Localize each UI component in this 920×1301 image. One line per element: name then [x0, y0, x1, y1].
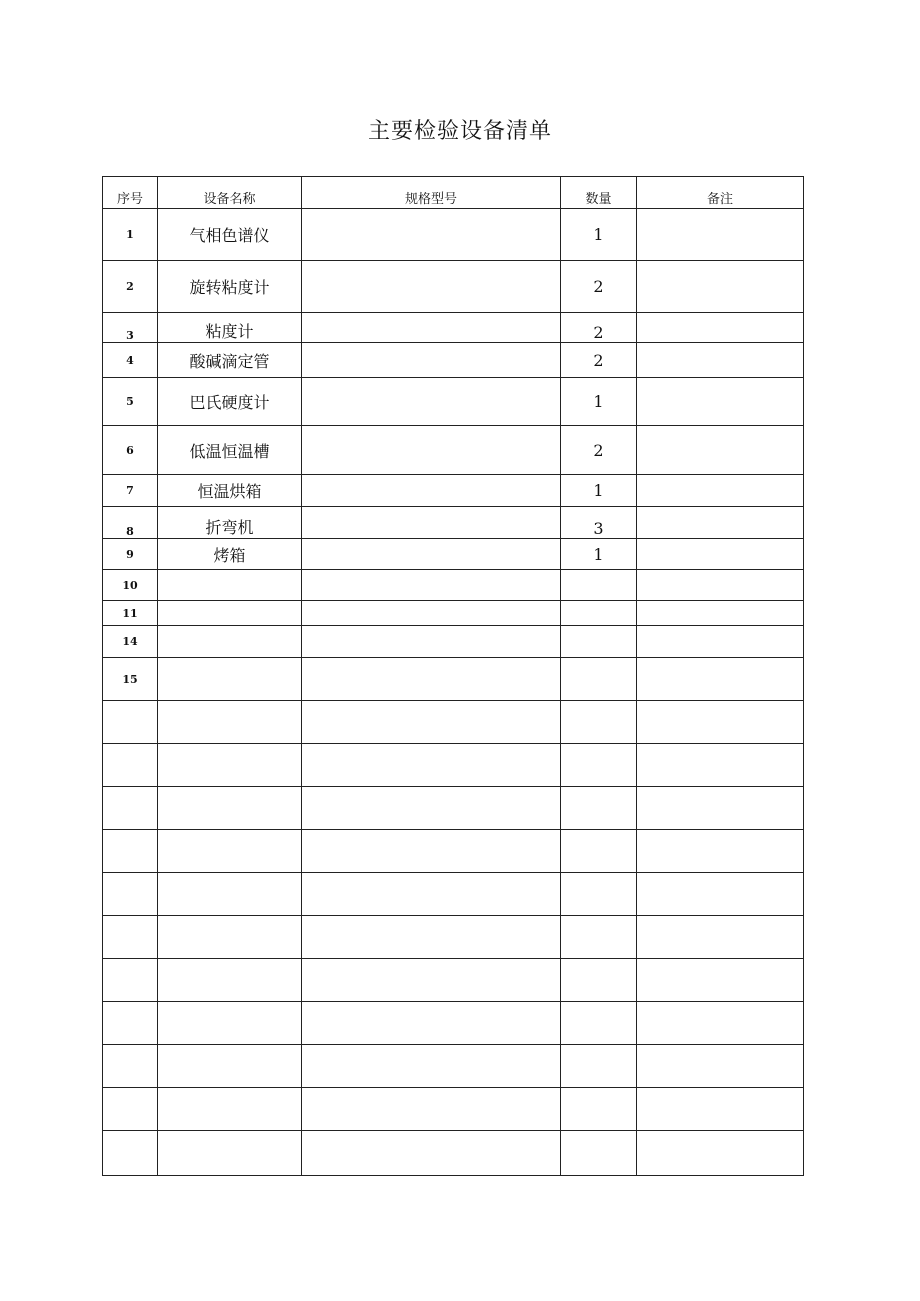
table-row	[103, 1088, 804, 1131]
row-number-cell	[103, 1131, 158, 1176]
table-row	[103, 426, 804, 475]
quantity-cell	[561, 873, 637, 916]
remarks-cell	[637, 916, 804, 959]
equipment-name-cell	[158, 658, 302, 701]
remarks-cell	[637, 378, 804, 426]
equipment-name-cell: 低温恒温槽	[158, 426, 302, 475]
remarks-cell	[637, 426, 804, 475]
equipment-name-cell: 折弯机	[158, 507, 302, 539]
table-row	[103, 626, 804, 658]
remarks-cell	[637, 701, 804, 744]
table-body	[103, 209, 804, 1176]
header-spec: 规格型号	[302, 177, 561, 209]
remarks-cell	[637, 1131, 804, 1176]
remarks-cell	[637, 744, 804, 787]
quantity-cell: 2	[561, 261, 637, 313]
equipment-name-cell	[158, 1131, 302, 1176]
row-number-cell: 15	[103, 658, 158, 701]
table-row	[103, 1002, 804, 1045]
remarks-cell	[637, 1045, 804, 1088]
equipment-name-cell: 恒温烘箱	[158, 475, 302, 507]
row-number-cell	[103, 1088, 158, 1131]
remarks-cell	[637, 601, 804, 626]
row-number-cell	[103, 959, 158, 1002]
spec-model-cell	[302, 959, 561, 1002]
quantity-cell	[561, 1131, 637, 1176]
table-row	[103, 658, 804, 701]
remarks-cell	[637, 1088, 804, 1131]
remarks-cell	[637, 658, 804, 701]
row-number-cell: 8	[103, 507, 158, 539]
quantity-cell	[561, 1002, 637, 1045]
quantity-cell	[561, 830, 637, 873]
table-row	[103, 539, 804, 570]
quantity-cell	[561, 916, 637, 959]
remarks-cell	[637, 626, 804, 658]
row-number-cell: 10	[103, 570, 158, 601]
quantity-cell: 1	[561, 209, 637, 261]
table-row	[103, 475, 804, 507]
spec-model-cell	[302, 570, 561, 601]
spec-model-cell	[302, 426, 561, 475]
table-row	[103, 209, 804, 261]
row-number-cell: 11	[103, 601, 158, 626]
quantity-cell: 1	[561, 539, 637, 570]
quantity-cell	[561, 658, 637, 701]
equipment-table	[102, 176, 804, 1176]
equipment-name-cell	[158, 916, 302, 959]
spec-model-cell	[302, 744, 561, 787]
quantity-cell: 1	[561, 378, 637, 426]
spec-model-cell	[302, 873, 561, 916]
equipment-name-cell: 烤箱	[158, 539, 302, 570]
equipment-name-cell	[158, 626, 302, 658]
equipment-name-cell	[158, 1088, 302, 1131]
remarks-cell	[637, 261, 804, 313]
row-number-cell: 7	[103, 475, 158, 507]
spec-model-cell	[302, 209, 561, 261]
row-number-cell	[103, 787, 158, 830]
row-number-cell	[103, 701, 158, 744]
equipment-name-cell	[158, 959, 302, 1002]
spec-model-cell	[302, 378, 561, 426]
equipment-name-cell: 气相色谱仪	[158, 209, 302, 261]
quantity-cell: 2	[561, 426, 637, 475]
table-row	[103, 1131, 804, 1176]
table-row	[103, 959, 804, 1002]
spec-model-cell	[302, 1131, 561, 1176]
header-qty: 数量	[561, 177, 637, 209]
quantity-cell: 2	[561, 313, 637, 343]
equipment-name-cell: 巴氏硬度计	[158, 378, 302, 426]
spec-model-cell	[302, 1045, 561, 1088]
header-note: 备注	[637, 177, 804, 209]
quantity-cell	[561, 626, 637, 658]
quantity-cell	[561, 744, 637, 787]
row-number-cell: 9	[103, 539, 158, 570]
header-name: 设备名称	[158, 177, 302, 209]
row-number-cell	[103, 830, 158, 873]
table-row	[103, 830, 804, 873]
remarks-cell	[637, 959, 804, 1002]
spec-model-cell	[302, 916, 561, 959]
equipment-name-cell	[158, 601, 302, 626]
spec-model-cell	[302, 601, 561, 626]
table-row	[103, 343, 804, 378]
quantity-cell	[561, 1088, 637, 1131]
spec-model-cell	[302, 787, 561, 830]
quantity-cell	[561, 1045, 637, 1088]
table-row	[103, 787, 804, 830]
spec-model-cell	[302, 313, 561, 343]
table-row	[103, 701, 804, 744]
quantity-cell	[561, 959, 637, 1002]
row-number-cell: 1	[103, 209, 158, 261]
spec-model-cell	[302, 539, 561, 570]
equipment-name-cell: 粘度计	[158, 313, 302, 343]
row-number-cell	[103, 873, 158, 916]
equipment-name-cell	[158, 1002, 302, 1045]
equipment-name-cell	[158, 1045, 302, 1088]
table-header-row	[103, 177, 804, 209]
table-row	[103, 916, 804, 959]
spec-model-cell	[302, 626, 561, 658]
equipment-name-cell: 旋转粘度计	[158, 261, 302, 313]
table-row	[103, 313, 804, 343]
equipment-name-cell	[158, 570, 302, 601]
remarks-cell	[637, 209, 804, 261]
quantity-cell: 3	[561, 507, 637, 539]
quantity-cell	[561, 570, 637, 601]
remarks-cell	[637, 873, 804, 916]
table-row	[103, 378, 804, 426]
row-number-cell: 2	[103, 261, 158, 313]
spec-model-cell	[302, 830, 561, 873]
row-number-cell	[103, 1002, 158, 1045]
row-number-cell: 3	[103, 313, 158, 343]
quantity-cell	[561, 701, 637, 744]
remarks-cell	[637, 507, 804, 539]
equipment-name-cell	[158, 744, 302, 787]
spec-model-cell	[302, 475, 561, 507]
row-number-cell: 4	[103, 343, 158, 378]
row-number-cell: 14	[103, 626, 158, 658]
page-title: 主要检验设备清单	[367, 119, 552, 144]
remarks-cell	[637, 475, 804, 507]
table-row	[103, 261, 804, 313]
spec-model-cell	[302, 261, 561, 313]
row-number-cell: 5	[103, 378, 158, 426]
remarks-cell	[637, 787, 804, 830]
remarks-cell	[637, 830, 804, 873]
spec-model-cell	[302, 343, 561, 378]
remarks-cell	[637, 570, 804, 601]
spec-model-cell	[302, 701, 561, 744]
quantity-cell	[561, 601, 637, 626]
equipment-name-cell	[158, 830, 302, 873]
equipment-name-cell	[158, 787, 302, 830]
spec-model-cell	[302, 1002, 561, 1045]
row-number-cell	[103, 916, 158, 959]
table-row	[103, 507, 804, 539]
remarks-cell	[637, 313, 804, 343]
row-number-cell: 6	[103, 426, 158, 475]
table-row	[103, 873, 804, 916]
header-no: 序号	[103, 177, 158, 209]
equipment-name-cell	[158, 873, 302, 916]
quantity-cell: 2	[561, 343, 637, 378]
quantity-cell	[561, 787, 637, 830]
table-row	[103, 744, 804, 787]
spec-model-cell	[302, 658, 561, 701]
quantity-cell: 1	[561, 475, 637, 507]
remarks-cell	[637, 539, 804, 570]
remarks-cell	[637, 1002, 804, 1045]
spec-model-cell	[302, 1088, 561, 1131]
spec-model-cell	[302, 507, 561, 539]
equipment-name-cell	[158, 701, 302, 744]
table-row	[103, 1045, 804, 1088]
equipment-name-cell: 酸碱滴定管	[158, 343, 302, 378]
table-row	[103, 601, 804, 626]
table-row	[103, 570, 804, 601]
row-number-cell	[103, 1045, 158, 1088]
remarks-cell	[637, 343, 804, 378]
row-number-cell	[103, 744, 158, 787]
